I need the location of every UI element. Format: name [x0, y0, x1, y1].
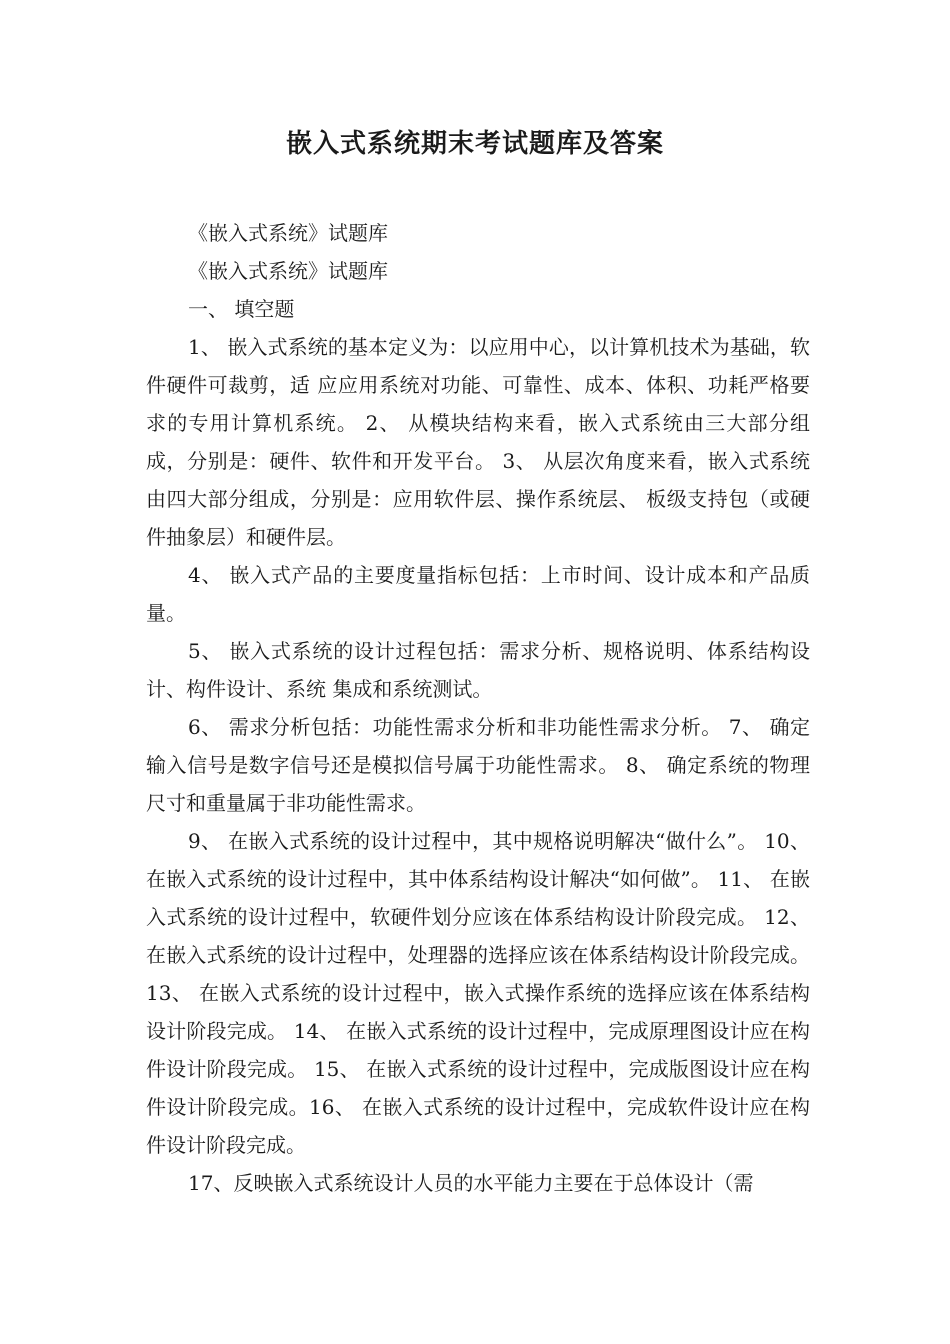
paragraph-heading-1: 《嵌入式系统》试题库: [188, 221, 388, 245]
paragraph: 5、 嵌入式系统的设计过程包括：需求分析、规格说明、体系结构设计、构件设计、系统 集成和系统测试。: [146, 639, 810, 701]
document-body: [146, 214, 810, 1202]
paragraph: 1、 嵌入式系统的基本定义为：以应用中心，以计算机技术为基础，软件硬件可裁剪，适 应应用系统对功能、可靠性、成本、体积、功耗严格要求的专用计算机系统。 2、 从模块结构来看，嵌入式系统由三大部分组成，分别是：硬件、软件和开发平台。 3、 从层次角度来看，嵌入式系统由四大部分组成，分别是：应用软件层、操作系统层、 板级支持包（或硬件抽象层）和硬件层。: [146, 335, 810, 549]
paragraph-heading-2: 《嵌入式系统》试题库: [188, 259, 388, 283]
paragraph: 6、 需求分析包括：功能性需求分析和非功能性需求分析。 7、 确定输入信号是数字信号还是模拟信号属于功能性需求。 8、 确定系统的物理尺寸和重量属于非功能性需求。: [146, 715, 810, 815]
paragraph: 17、反映嵌入式系统设计人员的水平能力主要在于总体设计（需: [188, 1171, 754, 1195]
paragraph: 4、 嵌入式产品的主要度量指标包括：上市时间、设计成本和产品质量。: [146, 563, 810, 625]
paragraph: 9、 在嵌入式系统的设计过程中，其中规格说明解决“做什么”。 10、 在嵌入式系统的设计过程中，其中体系结构设计解决“如何做”。 11、 在嵌入式系统的设计过程中，软硬件划分应该在体系结构设计阶段完成。 12、 在嵌入式系统的设计过程中，处理器的选择应该在体系结构设计阶段完成。 13、 在嵌入式系统的设计过程中，嵌入式操作系统的选择应该在体系结构设计阶段完成。 14、 在嵌入式系统的设计过程中，完成原理图设计应在构件设计阶段完成。 15、 在嵌入式系统的设计过程中，完成版图设计应在构件设计阶段完成。16、 在嵌入式系统的设计过程中，完成软件设计应在构件设计阶段完成。: [146, 829, 810, 1157]
document-title: 嵌入式系统期末考试题库及答案: [285, 129, 664, 159]
section-heading: 一、 填空题: [188, 297, 295, 321]
